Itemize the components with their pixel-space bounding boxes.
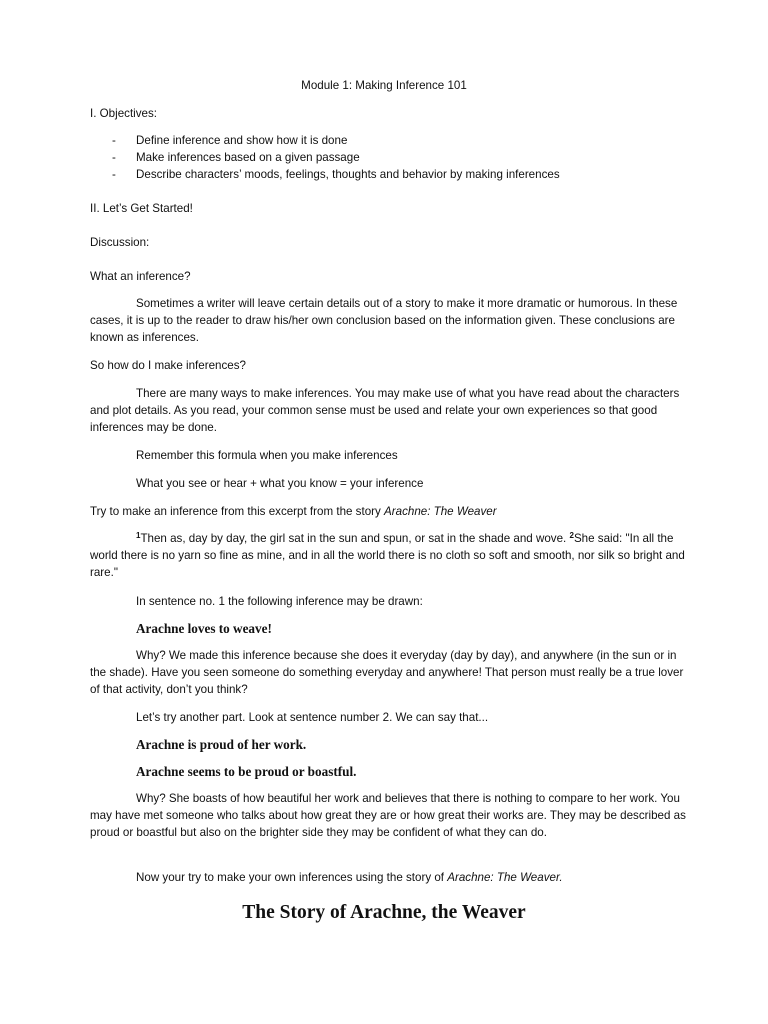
sentence-number: 1 — [136, 531, 141, 540]
inference-statement: Arachne loves to weave! — [136, 621, 272, 636]
sentence1-intro: In sentence no. 1 the following inference may be drawn: — [136, 595, 423, 608]
objectives-list — [112, 133, 672, 184]
inference-statement: Arachne is proud of her work. — [136, 737, 307, 752]
excerpt-intro: Try to make an inference from this excerpt from the story Arachne: The Weaver — [90, 505, 497, 518]
story-name: Arachne: The Weaver — [384, 505, 497, 518]
paragraph-why2: Why? She boasts of how beautiful her work and believes that there is nothing to compare to her work. You may have met someone who talks about how great they are or how great their works are. They may be described as proud or boastful but also on the brighter side they may be confident of what they can do. — [90, 792, 686, 839]
sentence-number: 2 — [569, 531, 574, 540]
objectives-heading: I. Objectives: — [90, 107, 158, 120]
question-how-inference: So how do I make inferences? — [90, 359, 246, 372]
objective-item: - Make inferences based on a given passage — [112, 150, 360, 164]
objective-item: - Describe characters’ moods, feelings, thoughts and behavior by making inferences — [112, 167, 560, 181]
paragraph-how: There are many ways to make inferences. You may make use of what you have read about the characters and plot details. As you read, your common sense must be used and relate your own experiences so that good inferences may be done. — [90, 387, 680, 434]
discussion-heading: Discussion: — [90, 236, 150, 249]
paragraph-definition: Sometimes a writer will leave certain details out of a story to make it more dramatic or humorous. In these cases, it is up to the reader to draw his/her own conclusion based on the information given. These conclusions are known as inferences. — [90, 297, 678, 344]
section-heading: II. Let’s Get Started! — [90, 202, 193, 215]
story-name: Arachne: The Weaver. — [447, 871, 563, 884]
formula: What you see or hear + what you know = your inference — [136, 477, 424, 490]
question-what-inference: What an inference? — [90, 270, 191, 283]
story-title: The Story of Arachne, the Weaver — [242, 902, 526, 923]
objective-item: - Define inference and show how it is done — [112, 134, 348, 147]
now-try-line: Now your try to make your own inferences using the story of Arachne: The Weaver. — [136, 871, 563, 884]
another-part-intro: Let’s try another part. Look at sentence number 2. We can say that... — [136, 711, 489, 724]
paragraph-why1: Why? We made this inference because she does it everyday (day by day), and anywhere (in the sun or in the shade). Have you seen someone do something everyday and anywhere! That person must really be a true lover of that activity, don’t you think? — [90, 649, 684, 696]
formula-intro: Remember this formula when you make inferences — [136, 449, 398, 462]
inference-statement: Arachne seems to be proud or boastful. — [136, 764, 357, 779]
page-title: Module 1: Making Inference 101 — [301, 79, 467, 92]
excerpt-paragraph: $^1$Then as, day by day, the girl sat in the sun and spun, or sat in the shade and wove. $^2$She said: "In all the world there is no yarn so fine as mine, and in all the world there is no cloth so soft and smooth, nor silk so bright and rare." — [90, 531, 685, 579]
